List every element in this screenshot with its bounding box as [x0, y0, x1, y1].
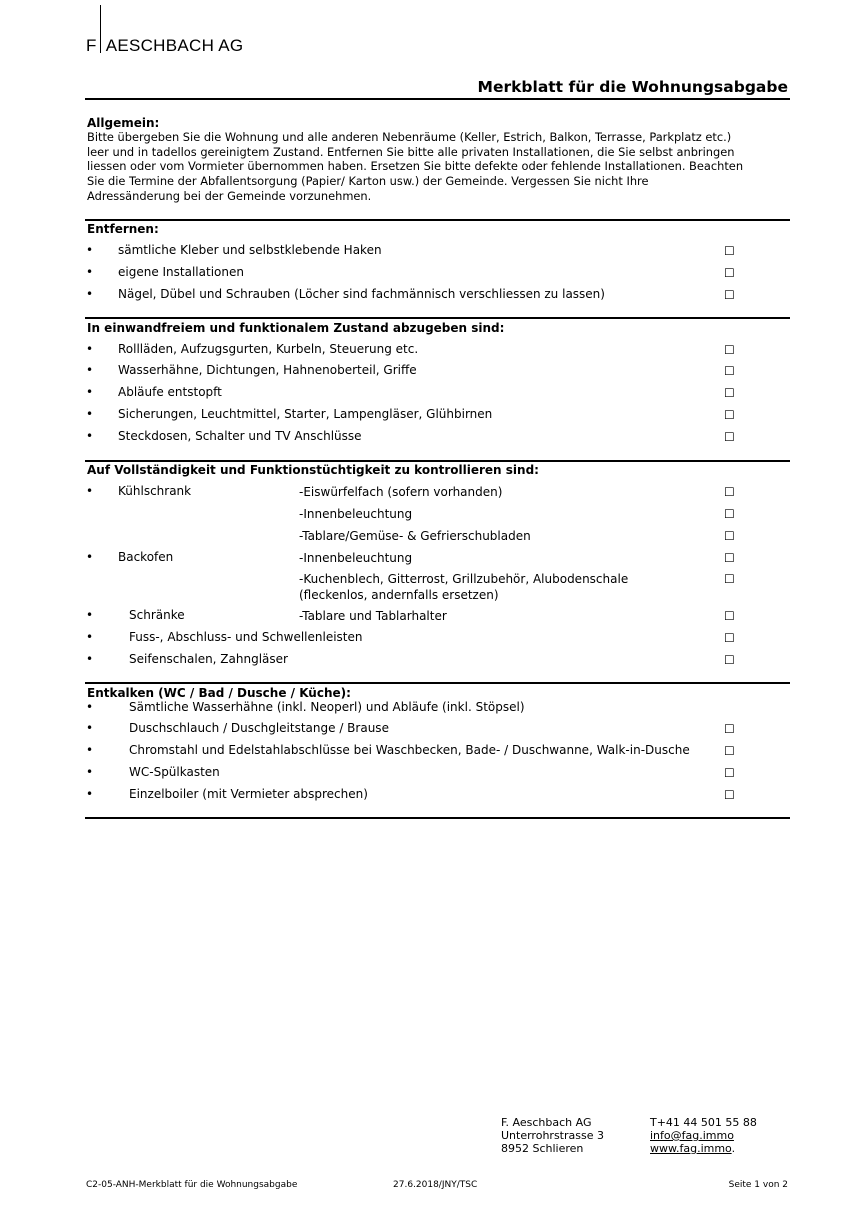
section-rule	[85, 682, 790, 684]
bullet: •	[86, 484, 94, 498]
checkbox[interactable]: ☐	[724, 653, 735, 667]
checkbox[interactable]: ☐	[724, 343, 735, 357]
page-title: Merkblatt für die Wohnungsabgabe	[477, 78, 788, 96]
footer-city: 8952 Schlieren	[501, 1142, 584, 1155]
footer-contact	[650, 1116, 757, 1155]
bullet: •	[86, 652, 94, 666]
logo-letter: F	[86, 36, 97, 55]
footer-address	[501, 1116, 604, 1155]
bullet: •	[86, 429, 94, 443]
item-label: Kühlschrank	[118, 484, 192, 498]
item-label: eigene Installationen	[118, 265, 244, 279]
section-rule	[85, 219, 790, 221]
bullet: •	[86, 287, 94, 301]
checklist-item	[0, 743, 861, 761]
item-label: Wasserhähne, Dichtungen, Hahnenoberteil, Griffe	[118, 363, 417, 377]
checkbox[interactable]: ☐	[724, 288, 735, 302]
footer-phone: T+41 44 501 55 88	[650, 1116, 757, 1129]
bullet: •	[86, 721, 94, 735]
checkbox[interactable]: ☐	[724, 485, 735, 499]
sub-item-label: -Tablare und Tablarhalter	[299, 609, 447, 623]
checklist-item	[0, 652, 861, 670]
checkbox[interactable]: ☐	[724, 788, 735, 802]
checklist-item	[0, 721, 861, 739]
sub-item-label: -Innenbeleuchtung	[299, 551, 413, 565]
checklist-item	[0, 608, 861, 626]
item-label: Rollläden, Aufzugsgurten, Kurbeln, Steuerung etc.	[118, 342, 419, 356]
item-label: Duschschlauch / Duschgleitstange / Brause	[129, 721, 389, 735]
footer-email-link[interactable]: info@fag.immo	[650, 1129, 734, 1142]
bullet: •	[86, 550, 94, 564]
paragraph-line: liessen oder vom Vormieter übernommen haben. Ersetzen Sie bitte defekte oder fehlende Installationen. Beachten	[87, 159, 744, 174]
section-heading-allgemein: Allgemein:	[87, 116, 160, 130]
checkbox[interactable]: ☐	[724, 766, 735, 780]
footer-web-link[interactable]: www.fag.immo	[650, 1142, 732, 1155]
bullet: •	[86, 385, 94, 399]
item-label: Sämtliche Wasserhähne (inkl. Neoperl) und Abläufe (inkl. Stöpsel)	[129, 700, 525, 714]
bullet: •	[86, 608, 94, 622]
bullet: •	[86, 765, 94, 779]
company-logo	[86, 36, 243, 56]
sub-item-label: -Eiswürfelfach (sofern vorhanden)	[299, 485, 503, 499]
paragraph-line: Sie die Termine der Abfallentsorgung (Papier/ Karton usw.) der Gemeinde. Vergessen Sie nicht Ihre	[87, 174, 649, 189]
sub-item-label: -Innenbeleuchtung	[299, 507, 413, 521]
checklist-item	[0, 550, 861, 568]
item-label: Backofen	[118, 550, 174, 564]
checklist-item	[0, 787, 861, 805]
sub-item-line: (fleckenlos, andernfalls ersetzen)	[299, 588, 499, 602]
bullet: •	[86, 630, 94, 644]
checklist-item	[0, 571, 861, 605]
paragraph-line: leer und in tadellos gereinigtem Zustand. Entfernen Sie bitte alle privaten Installationen, die Sie selbst anbringen	[87, 144, 735, 159]
checkbox[interactable]: ☐	[724, 609, 735, 623]
checklist-item	[0, 407, 861, 425]
item-label: Steckdosen, Schalter und TV Anschlüsse	[118, 429, 362, 443]
checklist-item	[0, 630, 861, 648]
checkbox[interactable]: ☐	[724, 529, 735, 543]
checklist-item	[0, 243, 861, 261]
checklist-item	[0, 506, 861, 524]
footer-company: F. Aeschbach AG	[501, 1116, 592, 1129]
title-rule	[85, 98, 790, 100]
item-label: Seifenschalen, Zahngläser	[129, 652, 288, 666]
checklist-item	[0, 429, 861, 447]
bullet: •	[86, 265, 94, 279]
bullet: •	[86, 407, 94, 421]
section-heading-zustand: In einwandfreiem und funktionalem Zustand abzugeben sind:	[87, 321, 505, 335]
paragraph-line: Adressänderung bei der Gemeinde vorzunehmen.	[87, 188, 372, 203]
checkbox[interactable]: ☐	[724, 266, 735, 280]
footer-page-number: Seite 1 von 2	[728, 1180, 788, 1190]
section-rule	[85, 317, 790, 319]
checklist-item	[0, 484, 861, 502]
item-label: sämtliche Kleber und selbstklebende Haken	[118, 243, 382, 257]
item-label: Abläufe entstopft	[118, 385, 222, 399]
item-label: Fuss-, Abschluss- und Schwellenleisten	[129, 630, 363, 644]
checkbox[interactable]: ☐	[724, 507, 735, 521]
bullet: •	[86, 243, 94, 257]
footer-date: 27.6.2018/JNY/TSC	[393, 1180, 478, 1190]
checklist-item	[0, 765, 861, 783]
checkbox[interactable]: ☐	[724, 744, 735, 758]
sub-item-line: -Kuchenblech, Gitterrost, Grillzubehör, Alubodenschale	[299, 572, 629, 586]
item-label: Chromstahl und Edelstahlabschlüsse bei Waschbecken, Bade- / Duschwanne, Walk-in-Dusche	[129, 743, 690, 757]
bullet: •	[86, 700, 94, 714]
bullet: •	[86, 363, 94, 377]
bullet: •	[86, 787, 94, 801]
checklist-item	[0, 342, 861, 360]
checklist-item	[0, 363, 861, 381]
item-label: Einzelboiler (mit Vermieter absprechen)	[129, 787, 368, 801]
checklist-item	[0, 287, 861, 305]
checkbox[interactable]: ☐	[724, 244, 735, 258]
section-heading-kontrolle: Auf Vollständigkeit und Funktionstüchtigkeit zu kontrollieren sind:	[87, 463, 539, 477]
checkbox[interactable]: ☐	[724, 631, 735, 645]
checklist-item	[0, 700, 861, 718]
footer-document-id: C2-05-ANH-Merkblatt für die Wohnungsabgabe	[86, 1180, 298, 1190]
checklist-item	[0, 528, 861, 546]
bullet: •	[86, 342, 94, 356]
checkbox[interactable]: ☐	[724, 408, 735, 422]
footer-street: Unterrohrstrasse 3	[501, 1129, 604, 1142]
footer-web-suffix: .	[731, 1142, 736, 1155]
checkbox[interactable]: ☐	[724, 722, 735, 736]
end-rule	[85, 817, 790, 819]
sub-item-label	[299, 571, 628, 603]
section-rule	[85, 460, 790, 462]
item-label: Nägel, Dübel und Schrauben (Löcher sind fachmännisch verschliessen zu lassen)	[118, 287, 605, 301]
checkbox[interactable]: ☐	[724, 551, 735, 565]
logo-text: AESCHBACH AG	[105, 36, 244, 55]
section-heading-entfernen: Entfernen:	[87, 222, 159, 236]
item-label: Sicherungen, Leuchtmittel, Starter, Lampengläser, Glühbirnen	[118, 407, 493, 421]
paragraph-line: Bitte übergeben Sie die Wohnung und alle anderen Nebenräume (Keller, Estrich, Balkon, Terrasse, Parkplatz etc.)	[87, 130, 732, 144]
item-label: Schränke	[129, 608, 185, 622]
section-heading-entkalken: Entkalken (WC / Bad / Dusche / Küche):	[87, 686, 351, 700]
checkbox[interactable]: ☐	[724, 386, 735, 400]
checklist-item	[0, 265, 861, 283]
sub-item-label: -Tablare/Gemüse- & Gefrierschubladen	[299, 529, 531, 543]
checklist-item	[0, 385, 861, 403]
checkbox[interactable]: ☐	[724, 572, 735, 586]
checkbox[interactable]: ☐	[724, 430, 735, 444]
item-label: WC-Spülkasten	[129, 765, 220, 779]
allgemein-paragraph	[87, 130, 792, 204]
bullet: •	[86, 743, 94, 757]
checkbox[interactable]: ☐	[724, 364, 735, 378]
